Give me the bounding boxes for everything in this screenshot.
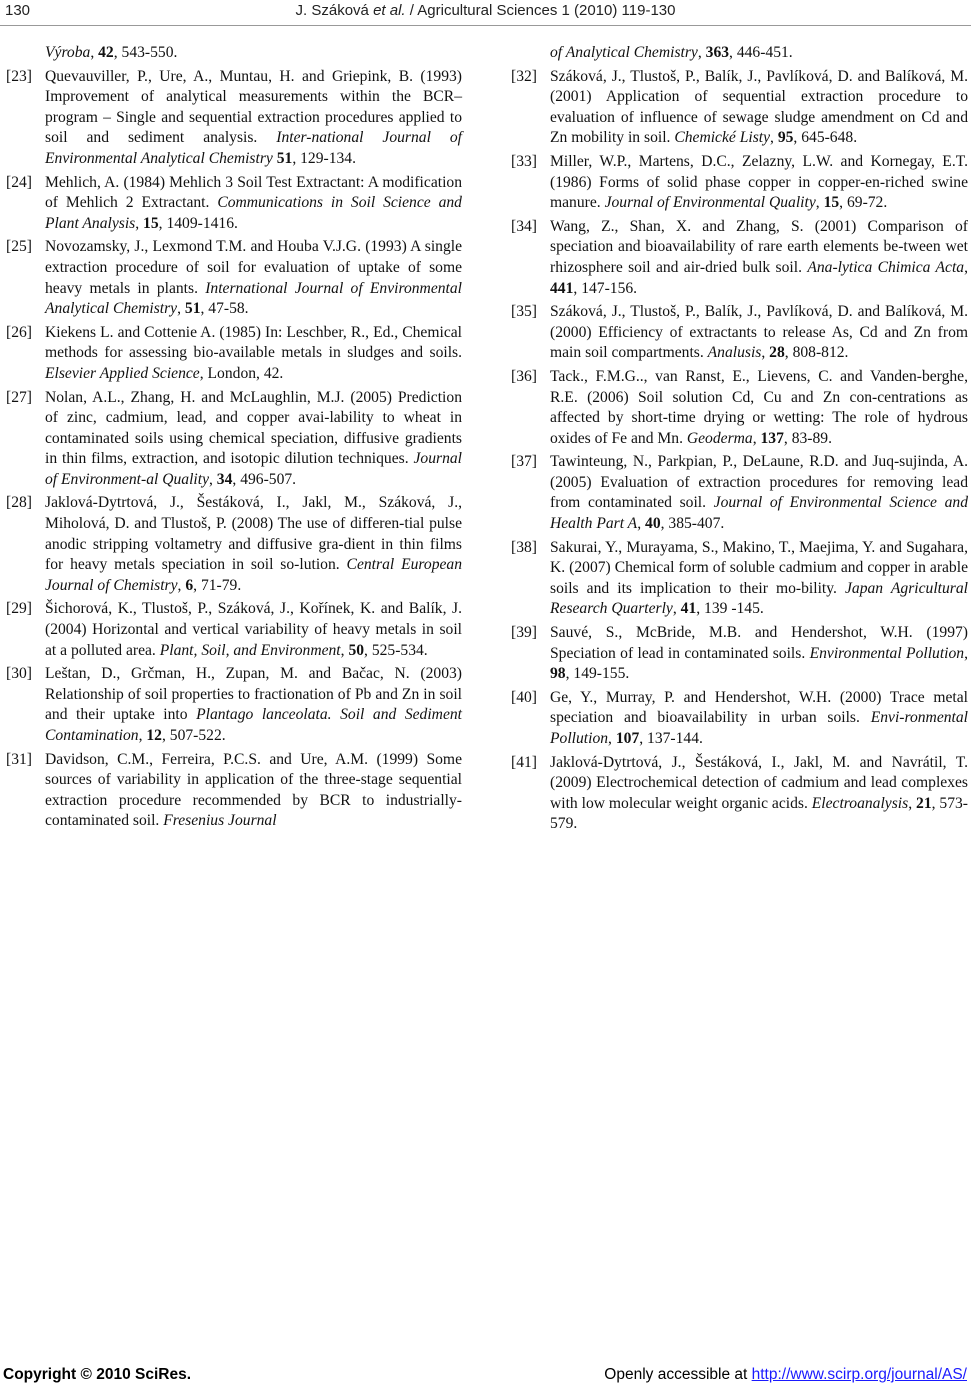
reference-text: , (815, 194, 824, 212)
reference-item (511, 367, 968, 449)
reference-number: [41] (511, 753, 537, 771)
reference-text: , (177, 576, 186, 594)
volume-number: 6 (185, 576, 194, 594)
reference-text: , (138, 727, 147, 744)
reference-item (6, 323, 462, 385)
reference-text: , 645-648. (793, 129, 858, 147)
journal-title: Geoderma (686, 429, 753, 447)
reference-number: [24] (6, 173, 32, 191)
reference-text: , 507-522. (161, 727, 226, 744)
reference-text: , 525-534. (364, 641, 428, 659)
reference-item (6, 493, 462, 596)
journal-title: Japan Agricultural Research Quarterly (550, 579, 968, 618)
reference-text: Wang, Z., Shan, X. and Zhang, S. (2001) Comparison of speciation and bioavailability of rare earth elements be-tween wet rhizosphere soil and air-dried bulk soil. (550, 217, 968, 276)
reference-number: [33] (511, 152, 537, 170)
reference-text: , 83-89. (783, 429, 832, 447)
reference-text: , 808-812. (784, 344, 849, 362)
reference-item (511, 753, 968, 835)
reference-text: , (761, 344, 770, 362)
journal-title: Journal of Environmental Science and Health Part A (550, 494, 968, 533)
reference-text: , 147-156. (573, 279, 638, 297)
reference-text: , 446-451. (729, 44, 793, 61)
journal-title: Fresenius Journal (163, 812, 277, 830)
journal-title: Journal of Environment-al Quality (45, 450, 462, 488)
reference-item (511, 688, 968, 750)
reference-text: , 71-79. (193, 576, 242, 594)
volume-number: 441 (550, 279, 574, 297)
reference-text: Mehlich, A. (1984) Mehlich 3 Soil Test Extractant: A modification of Mehlich 2 Extractant. (45, 173, 462, 212)
journal-title: Výroba (45, 44, 91, 61)
reference-text: , (177, 300, 185, 318)
journal-title: Envi-ronmental Pollution (550, 709, 968, 747)
reference-text: , (672, 600, 681, 618)
reference-number: [39] (511, 624, 537, 642)
reference-text: , London, 42. (199, 364, 284, 382)
reference-text: , (697, 44, 706, 61)
reference-text: Nolan, A.L., Zhang, H. and McLaughlin, M.J. (2005) Prediction of zinc, cadmium, lead, and copper avai-lability to wheat in contaminated soils using chemical speciation, diffusive gradients in thin films, extraction, and isotopic dilution techniques. (45, 388, 462, 468)
reference-text: , 47-58. (200, 300, 249, 318)
reference-text: , 385-407. (660, 515, 725, 533)
reference-text: , (637, 515, 646, 533)
reference-text: , 69-72. (839, 194, 888, 212)
reference-number: [31] (6, 750, 32, 768)
reference-text: Ge, Y., Murray, P. and Hendershot, W.H. (2000) Trace metal speciation and bioavailability in urban soils. (550, 688, 968, 727)
reference-text: , 573-579. (550, 794, 968, 833)
journal-title: Plant, Soil, and Environment (159, 641, 341, 659)
reference-text: Miller, W.P., Martens, D.C., Zelazny, L.W. and Kornegay, E.T. (1986) Forms of solid phase copper in copper-en-riched swine manure. (550, 152, 968, 212)
volume-number: 12 (146, 727, 162, 744)
reference-text: , 496-507. (232, 470, 297, 488)
reference-text: , 543-550. (113, 44, 178, 61)
access-prefix: Openly accessible at (604, 1366, 752, 1383)
reference-item (6, 237, 462, 319)
copyright-notice: Copyright © 2010 SciRes. (3, 1366, 192, 1383)
reference-item (6, 599, 462, 661)
reference-item (511, 67, 968, 149)
journal-title: Elsevier Applied Science (45, 364, 200, 382)
journal-title: Ana-lytica Chimica Acta (807, 258, 965, 276)
journal-title: Chemické Listy (674, 129, 771, 147)
reference-text: Davidson, C.M., Ferreira, P.C.S. and Ure, A.M. (1999) Some sources of variability in application of the three-stage sequential extraction procedure recommended by BCR to industrially-contaminated soil. (45, 750, 462, 830)
reference-text: , 139 -145. (696, 600, 764, 618)
journal-title: Communications in Soil Science and Plant Analysis (45, 194, 462, 232)
reference-text: , (209, 470, 217, 488)
reference-number: [35] (511, 303, 537, 321)
reference-text: Novozamsky, J., Lexmond T.M. and Houba V.J.G. (1993) A single extraction procedure of soil for evaluation of uptake of some heavy metals in plants. (45, 238, 462, 297)
reference-text: Tawinteung, N., Parkpian, P., DeLaune, R.D. and Juq-sujinda, A. (2005) Evaluation of extraction procedures for removing lead from contaminated soil. (550, 453, 968, 512)
volume-number: 15 (143, 214, 159, 232)
volume-number: 40 (645, 515, 661, 533)
reference-number: [23] (6, 67, 32, 85)
reference-text: Quevauviller, P., Ure, A., Muntau, H. and Griepink, B. (1993) Improvement of analytical measurements within the BCR–program – Single and sequential extraction procedures applied to soil and sediment analysis. (45, 67, 462, 147)
reference-text: , 1409-1416. (158, 214, 238, 232)
reference-text: , (964, 644, 968, 662)
volume-number: 21 (916, 794, 932, 812)
reference-text: Száková, J., Tlustoš, P., Balík, J., Pavlíková, D. and Balíková, M. (2000) Efficiency of extractants to release As, Cd and Zn from main soil compartments. (550, 303, 968, 362)
reference-number: [37] (511, 453, 537, 471)
reference-number: [26] (6, 323, 32, 341)
reference-text: Száková, J., Tlustoš, P., Balík, J., Pavlíková, D. and Balíková, M. (2001) Application of sequential extraction procedure to evaluation of influence of sewage sludge amendment on Cd and Zn mobility in soil. (550, 67, 968, 147)
reference-text: , 129-134. (292, 149, 356, 167)
reference-text: Kiekens L. and Cottenie A. (1985) In: Leschber, R., Ed., Chemical methods for assessing bio-available metals in sludges and soils. (45, 323, 462, 362)
reference-text: Sauvé, S., McBride, M.B. and Hendershot, W.H. (1997) Speciation of lead in contaminated soils. (550, 624, 968, 662)
reference-text: Šichorová, K., Tlustoš, P., Száková, J., Kořínek, K. and Balík, J. (2004) Horizontal and vertical variability of heavy metals in soil at a polluted area. (45, 600, 462, 659)
reference-text: Tack., F.M.G.., van Ranst, E., Lievens, C. and Vanden-berghe, R.E. (2006) Soil solution Cd, Cu and Zn con-centrations as affected by short-time drying or wetting: The role of hydrous oxides of Fe and Mn. (550, 367, 968, 447)
reference-continuation (511, 43, 968, 64)
journal-title: Central European Journal of Chemistry (45, 556, 463, 594)
reference-number: [38] (511, 538, 537, 556)
reference-text: Jaklová-Dytrtová, J., Šestáková, I., Jakl, M., Száková, J., Miholová, D. and Tlustoš, P. (2008) The use of differen-tial pulse anodic stripping voltametry and diffusive gra-dient in thin films for heavy metals speciation in soil so-lution. (45, 494, 462, 574)
volume-number: 42 (98, 44, 114, 61)
volume-number: 95 (777, 129, 794, 147)
volume-number: 98 (550, 665, 566, 683)
journal-title: Electroanalysis (811, 794, 909, 812)
reference-number: [25] (6, 238, 32, 256)
reference-text: , (908, 794, 917, 812)
reference-item (6, 67, 462, 170)
volume-number: 107 (615, 730, 640, 747)
open-access-notice (604, 1366, 967, 1384)
journal-title: Environmental Pollution (809, 644, 965, 662)
reference-text: , (340, 641, 349, 659)
page-footer (0, 1366, 971, 1388)
reference-number: [29] (6, 600, 32, 618)
reference-text: Sakurai, Y., Murayama, S., Makino, T., Maejima, Y. and Sugahara, K. (2007) Chemical form of soluble cadmium and copper in arable soils and its implication to their mo-bility. (550, 538, 968, 597)
reference-item (511, 623, 968, 685)
reference-item (6, 750, 462, 832)
reference-text: , (90, 44, 99, 61)
reference-text: , (752, 429, 761, 447)
reference-number: [30] (6, 665, 32, 683)
reference-text: , (770, 129, 778, 147)
header-rule (0, 25, 971, 26)
journal-title: Inter-national Journal of Environmental Analytical Chemistry (45, 129, 462, 167)
reference-item (511, 452, 968, 534)
journal-title: Analusis (707, 344, 762, 362)
reference-text: , (964, 258, 968, 276)
reference-text: Leštan, D., Grčman, H., Zupan, M. and Bačac, N. (2003) Relationship of soil properties to fractionation of Pb and Zn in soil and their uptake into (45, 665, 462, 724)
reference-text: , (608, 730, 616, 747)
reference-item (6, 388, 462, 491)
volume-number: 50 (348, 641, 365, 659)
journal-title: Journal of Environmental Quality (604, 194, 816, 212)
running-title-et-al: et al. (373, 2, 406, 19)
volume-number: 15 (823, 194, 840, 212)
reference-number: [34] (511, 217, 537, 235)
volume-number: 363 (705, 44, 730, 61)
journal-title: International Journal of Environmental Analytical Chemistry (45, 279, 462, 318)
reference-number: [40] (511, 688, 537, 706)
reference-item (511, 302, 968, 364)
reference-item (6, 664, 462, 746)
reference-text: , 137-144. (639, 730, 703, 747)
reference-number: [28] (6, 494, 32, 512)
right-column-references (511, 43, 968, 838)
volume-number: 28 (769, 344, 785, 362)
reference-text: , 149-155. (565, 665, 630, 683)
reference-item (511, 217, 968, 299)
reference-text: , (135, 214, 144, 232)
reference-continuation (6, 43, 462, 64)
reference-item (511, 152, 968, 214)
volume-number: 51 (276, 149, 293, 167)
running-title-journal: / Agricultural Sciences 1 (2010) 119-130 (405, 2, 676, 19)
journal-url-link[interactable]: http://www.scirp.org/journal/AS/ (751, 1366, 967, 1383)
journal-title: of Analytical Chemistry (550, 44, 698, 61)
reference-item (6, 173, 462, 235)
reference-number: [27] (6, 388, 32, 406)
reference-item (511, 538, 968, 620)
volume-number: 34 (216, 470, 233, 488)
running-title (0, 2, 971, 19)
volume-number: 41 (680, 600, 697, 618)
page-number: 130 (5, 2, 31, 19)
reference-text: Jaklová-Dytrtová, J., Šestáková, I., Jakl, M. and Navrátil, T. (2009) Electrochemical detection of cadmium and lead complexes with low molecular weight organic acids. (550, 753, 968, 812)
reference-number: [32] (511, 67, 537, 85)
volume-number: 137 (760, 429, 784, 447)
volume-number: 51 (184, 300, 201, 318)
journal-title: Plantago lanceolata. Soil and Sediment Contamination (45, 706, 462, 744)
page-header (0, 0, 971, 24)
running-title-authors: J. Száková (295, 2, 374, 19)
left-column-references (6, 43, 462, 835)
reference-number: [36] (511, 367, 537, 385)
